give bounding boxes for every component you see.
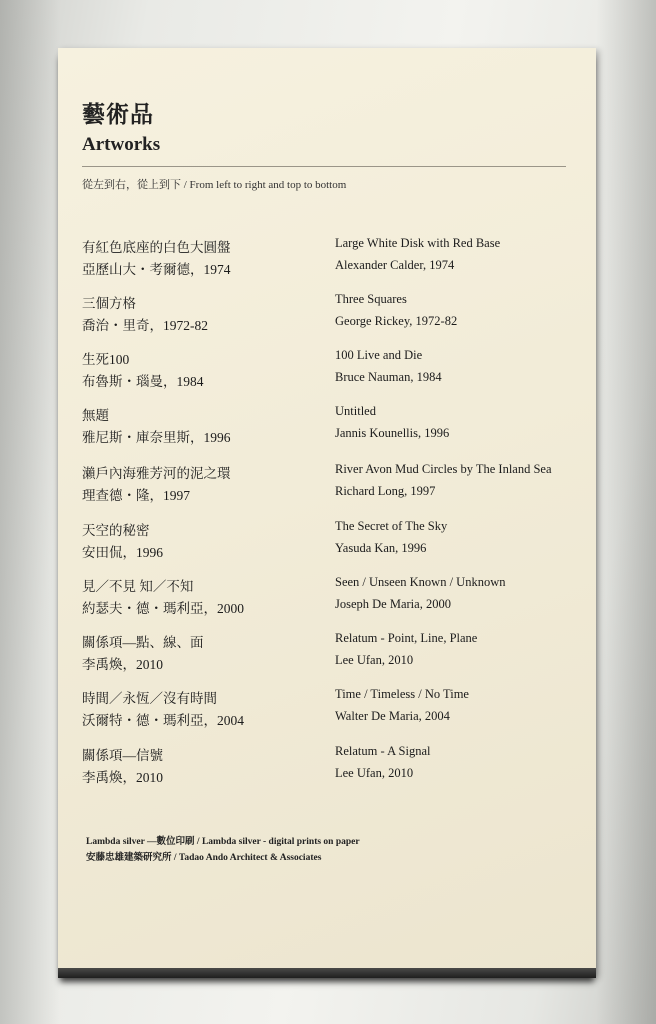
work-artist-en: Yasuda Kan, 1996 [335,541,427,555]
work-artist-zh: 理查德・隆，1997 [82,488,190,503]
list-item [58,687,596,735]
work-artist-en: Walter De Maria, 2004 [335,709,450,723]
work-title-en: River Avon Mud Circles by The Inland Sea [335,462,552,476]
list-item [58,462,596,510]
work-title-en: Relatum - A Signal [335,744,431,758]
list-item [58,348,596,396]
list-item [58,404,596,452]
work-artist-zh: 布魯斯・瑙曼，1984 [82,374,204,389]
work-title-en: The Secret of The Sky [335,519,448,533]
list-item [58,292,596,340]
list-item [58,631,596,679]
work-artist-en: Richard Long, 1997 [335,484,436,498]
heading-chinese: 藝術品 [82,102,154,127]
work-title-zh: 見／不見 知／不知 [82,579,194,594]
work-title-en: Time / Timeless / No Time [335,687,469,701]
work-artist-zh: 沃爾特・德・瑪利亞，2004 [82,713,244,728]
list-item [58,744,596,792]
work-title-en: Seen / Unseen Known / Unknown [335,575,506,589]
work-artist-en: Lee Ufan, 2010 [335,766,414,780]
work-title-zh: 關係項—點、線、面 [82,635,204,650]
work-title-en: 100 Live and Die [335,348,423,362]
wall-shadow-left [0,0,60,1024]
work-artist-zh: 李禹煥，2010 [82,770,163,785]
work-artist-zh: 李禹煥，2010 [82,657,163,672]
work-title-zh: 時間／永恆／沒有時間 [82,691,217,706]
work-artist-en: Jannis Kounellis, 1996 [335,426,450,440]
list-item [58,519,596,567]
work-artist-zh: 安田侃，1996 [82,545,163,560]
list-item [58,575,596,623]
work-title-en: Untitled [335,404,376,418]
credits-medium: Lambda silver —數位印刷 / Lambda silver - digital prints on paper [86,837,360,847]
work-title-zh: 有紅色底座的白色大圓盤 [82,240,231,255]
work-artist-zh: 亞歷山大・考爾德，1974 [82,262,231,277]
reading-direction-note: 從左到右，從上到下 / From left to right and top to bottom [82,179,347,191]
work-title-zh: 瀨戶內海雅芳河的泥之環 [82,466,231,481]
work-artist-en: Lee Ufan, 2010 [335,653,414,667]
artwork-label-panel [58,48,596,976]
work-title-zh: 無題 [82,408,109,423]
work-artist-en: George Rickey, 1972-82 [335,314,458,328]
work-artist-zh: 雅尼斯・庫奈里斯，1996 [82,430,231,445]
work-title-en: Three Squares [335,292,407,306]
heading-divider [82,166,566,167]
wall-shadow-right [596,0,656,1024]
credits [86,834,360,866]
work-title-en: Large White Disk with Red Base [335,236,501,250]
work-title-en: Relatum - Point, Line, Plane [335,631,478,645]
work-title-zh: 關係項—信號 [82,748,163,763]
work-title-zh: 三個方格 [82,296,136,311]
work-artist-zh: 約瑟夫・德・瑪利亞，2000 [82,601,244,616]
work-artist-en: Bruce Nauman, 1984 [335,370,442,384]
list-item [58,236,596,284]
work-title-zh: 生死100 [82,352,130,367]
panel-bottom-edge [58,968,596,978]
credits-architect: 安藤忠雄建築研究所 / Tadao Ando Architect & Associates [86,853,322,863]
heading-english: Artworks [82,134,161,155]
work-artist-en: Alexander Calder, 1974 [335,258,455,272]
work-artist-zh: 喬治・里奇，1972-82 [82,318,208,333]
work-artist-en: Joseph De Maria, 2000 [335,597,451,611]
work-title-zh: 天空的秘密 [82,523,150,538]
